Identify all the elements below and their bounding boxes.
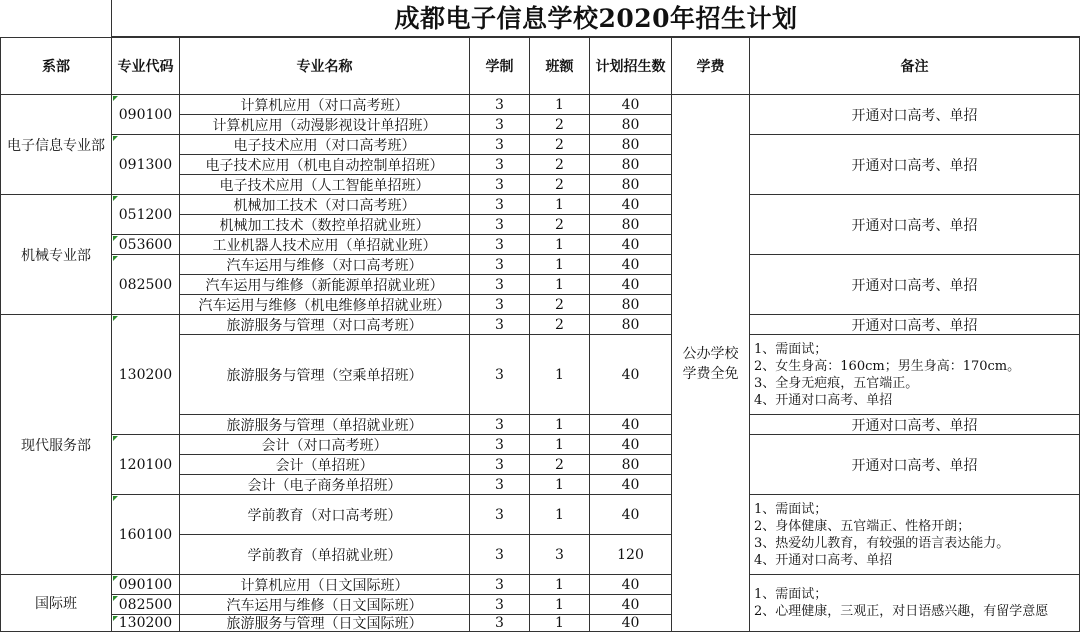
major-name-cell: 会计（单招班） <box>180 455 470 475</box>
major-name-cell: 机械加工技术（数控单招就业班） <box>180 215 470 235</box>
plan-count-cell: 40 <box>590 235 672 255</box>
cell-marker-icon <box>113 616 118 621</box>
plan-count-cell: 120 <box>590 535 672 575</box>
major-name-cell: 学前教育（对口高考班） <box>180 495 470 535</box>
header-code: 专业代码 <box>112 37 180 95</box>
header-remark: 备注 <box>750 37 1080 95</box>
classes-cell: 1 <box>530 475 590 495</box>
plan-count-cell: 40 <box>590 255 672 275</box>
plan-count-cell: 40 <box>590 435 672 455</box>
major-name-cell: 计算机应用（对口高考班） <box>180 95 470 115</box>
plan-count-cell: 80 <box>590 215 672 235</box>
major-name-cell: 汽车运用与维修（日文国际班） <box>180 595 470 615</box>
major-name-cell: 计算机应用（日文国际班） <box>180 575 470 595</box>
plan-count-cell: 80 <box>590 135 672 155</box>
years-cell: 3 <box>470 615 530 632</box>
plan-count-cell: 80 <box>590 175 672 195</box>
cell-marker-icon <box>113 236 118 241</box>
major-code-cell: 130200 <box>112 615 180 632</box>
header-years: 学制 <box>470 37 530 95</box>
classes-cell: 2 <box>530 455 590 475</box>
major-name-cell: 旅游服务与管理（单招就业班） <box>180 415 470 435</box>
years-cell: 3 <box>470 135 530 155</box>
remark-cell: 开通对口高考、单招 <box>750 135 1080 195</box>
years-cell: 3 <box>470 155 530 175</box>
classes-cell: 2 <box>530 295 590 315</box>
cell-marker-icon <box>113 436 118 441</box>
classes-cell: 1 <box>530 195 590 215</box>
header-name: 专业名称 <box>180 37 470 95</box>
page-title: 成都电子信息学校2020年招生计划 <box>394 4 798 33</box>
major-name-cell: 汽车运用与维修（对口高考班） <box>180 255 470 275</box>
years-cell: 3 <box>470 175 530 195</box>
major-code-cell: 051200 <box>112 195 180 235</box>
plan-count-cell: 80 <box>590 115 672 135</box>
classes-cell: 1 <box>530 495 590 535</box>
department-cell: 现代服务部 <box>0 315 112 575</box>
major-code-cell: 053600 <box>112 235 180 255</box>
cell-marker-icon <box>113 496 118 501</box>
major-name-cell: 学前教育（单招就业班） <box>180 535 470 575</box>
years-cell: 3 <box>470 435 530 455</box>
years-cell: 3 <box>470 455 530 475</box>
classes-cell: 1 <box>530 335 590 415</box>
major-name-cell: 旅游服务与管理（日文国际班） <box>180 615 470 632</box>
major-name-cell: 旅游服务与管理（空乘单招班） <box>180 335 470 415</box>
department-cell: 电子信息专业部 <box>0 95 112 195</box>
plan-count-cell: 80 <box>590 295 672 315</box>
years-cell: 3 <box>470 535 530 575</box>
classes-cell: 2 <box>530 155 590 175</box>
classes-cell: 1 <box>530 95 590 115</box>
classes-cell: 1 <box>530 255 590 275</box>
plan-count-cell: 40 <box>590 495 672 535</box>
remark-cell: 开通对口高考、单招 <box>750 435 1080 495</box>
years-cell: 3 <box>470 195 530 215</box>
cell-marker-icon <box>113 136 118 141</box>
years-cell: 3 <box>470 475 530 495</box>
major-code-cell: 130200 <box>112 315 180 435</box>
major-code-cell: 090100 <box>112 95 180 135</box>
plan-count-cell: 40 <box>590 575 672 595</box>
years-cell: 3 <box>470 275 530 295</box>
major-name-cell: 工业机器人技术应用（单招就业班） <box>180 235 470 255</box>
tuition-fee-cell: 公办学校 学费全免 <box>672 95 750 632</box>
major-code-cell: 090100 <box>112 575 180 595</box>
major-name-cell: 电子技术应用（对口高考班） <box>180 135 470 155</box>
years-cell: 3 <box>470 255 530 275</box>
cell-marker-icon <box>113 256 118 261</box>
classes-cell: 2 <box>530 315 590 335</box>
major-name-cell: 机械加工技术（对口高考班） <box>180 195 470 215</box>
header-dept: 系部 <box>0 37 112 95</box>
classes-cell: 1 <box>530 435 590 455</box>
classes-cell: 1 <box>530 615 590 632</box>
remark-cell: 1、需面试； 2、身体健康、五官端正、性格开朗； 3、热爱幼儿教育，有较强的语言表达能力。 4、开通对口高考、单招 <box>750 495 1080 575</box>
major-name-cell: 旅游服务与管理（对口高考班） <box>180 315 470 335</box>
cell-marker-icon <box>113 596 118 601</box>
cell-marker-icon <box>113 316 118 321</box>
remark-cell: 开通对口高考、单招 <box>750 195 1080 255</box>
plan-count-cell: 40 <box>590 415 672 435</box>
plan-count-cell: 80 <box>590 155 672 175</box>
years-cell: 3 <box>470 95 530 115</box>
years-cell: 3 <box>470 315 530 335</box>
classes-cell: 2 <box>530 215 590 235</box>
plan-count-cell: 80 <box>590 315 672 335</box>
plan-count-cell: 40 <box>590 195 672 215</box>
years-cell: 3 <box>470 415 530 435</box>
major-name-cell: 会计（对口高考班） <box>180 435 470 455</box>
header-classes: 班额 <box>530 37 590 95</box>
major-name-cell: 电子技术应用（机电自动控制单招班） <box>180 155 470 175</box>
remark-cell: 开通对口高考、单招 <box>750 255 1080 315</box>
major-code-cell: 091300 <box>112 135 180 195</box>
years-cell: 3 <box>470 115 530 135</box>
classes-cell: 1 <box>530 275 590 295</box>
remark-cell: 开通对口高考、单招 <box>750 315 1080 335</box>
years-cell: 3 <box>470 215 530 235</box>
classes-cell: 2 <box>530 135 590 155</box>
remark-cell: 开通对口高考、单招 <box>750 95 1080 135</box>
plan-count-cell: 40 <box>590 335 672 415</box>
department-cell: 国际班 <box>0 575 112 632</box>
major-code-cell: 120100 <box>112 435 180 495</box>
years-cell: 3 <box>470 495 530 535</box>
cell-marker-icon <box>113 576 118 581</box>
header-plan: 计划招生数 <box>590 37 672 95</box>
major-code-cell: 082500 <box>112 595 180 615</box>
header-fee: 学费 <box>672 37 750 95</box>
plan-count-cell: 40 <box>590 95 672 115</box>
remark-cell: 开通对口高考、单招 <box>750 415 1080 435</box>
plan-count-cell: 40 <box>590 595 672 615</box>
classes-cell: 2 <box>530 175 590 195</box>
years-cell: 3 <box>470 575 530 595</box>
years-cell: 3 <box>470 595 530 615</box>
major-name-cell: 汽车运用与维修（机电维修单招就业班） <box>180 295 470 315</box>
department-cell: 机械专业部 <box>0 195 112 315</box>
plan-count-cell: 40 <box>590 615 672 632</box>
remark-cell: 1、需面试； 2、心理健康，三观正，对日语感兴趣，有留学意愿 <box>750 575 1080 632</box>
cell-marker-icon <box>113 196 118 201</box>
classes-cell: 2 <box>530 115 590 135</box>
years-cell: 3 <box>470 235 530 255</box>
classes-cell: 1 <box>530 415 590 435</box>
years-cell: 3 <box>470 335 530 415</box>
remark-cell: 1、需面试； 2、女生身高：160cm；男生身高：170cm。 3、全身无疤痕，五官端正。 4、开通对口高考、单招 <box>750 335 1080 415</box>
classes-cell: 1 <box>530 235 590 255</box>
classes-cell: 1 <box>530 575 590 595</box>
major-name-cell: 汽车运用与维修（新能源单招就业班） <box>180 275 470 295</box>
cell-marker-icon <box>113 96 118 101</box>
major-code-cell: 082500 <box>112 255 180 315</box>
plan-count-cell: 40 <box>590 275 672 295</box>
major-name-cell: 电子技术应用（人工智能单招班） <box>180 175 470 195</box>
classes-cell: 1 <box>530 595 590 615</box>
classes-cell: 3 <box>530 535 590 575</box>
plan-count-cell: 40 <box>590 475 672 495</box>
major-name-cell: 会计（电子商务单招班） <box>180 475 470 495</box>
plan-count-cell: 80 <box>590 455 672 475</box>
major-name-cell: 计算机应用（动漫影视设计单招班） <box>180 115 470 135</box>
major-code-cell: 160100 <box>112 495 180 575</box>
years-cell: 3 <box>470 295 530 315</box>
